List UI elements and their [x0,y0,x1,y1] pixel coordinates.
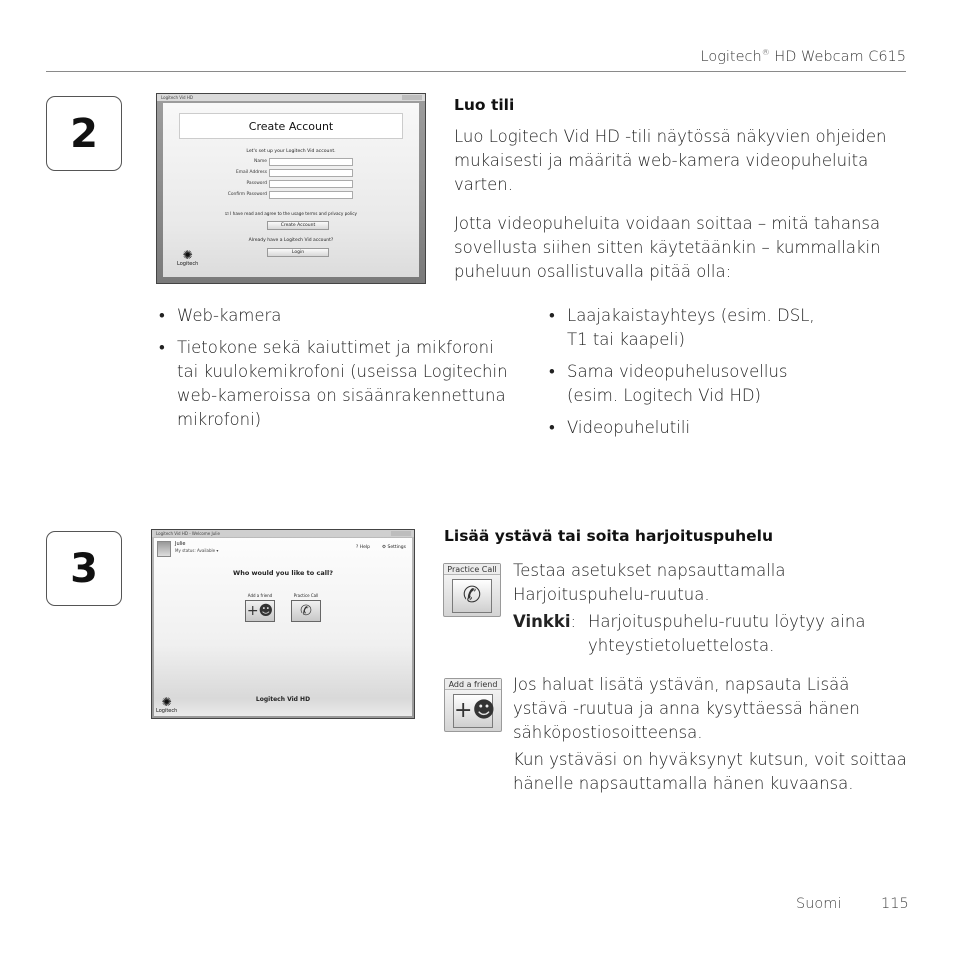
already-have-account-text: Already have a Logitech Vid account? [248,238,334,243]
list-item: • Laajakaistayhteys (esim. DSL, T1 tai kaapeli) [549,304,839,352]
settings-label: Settings [387,545,406,550]
logitech-logo [156,696,177,714]
list-item: • Web-kamera [159,304,519,328]
list-item: • Videopuhelutili [549,416,839,440]
user-name: Julie [175,541,186,547]
confirm-password-field [269,191,353,199]
add-friend-caption: Add a friend [247,593,273,598]
phone-icon: ✆ [291,600,321,622]
user-status: My status: Available ▾ [175,548,219,553]
password-field-row [203,180,353,188]
help-icon: ? [355,545,359,550]
logitech-logo-text: Logitech [156,708,178,714]
step-number-3: 3 [46,531,122,606]
step-number-2: 2 [46,96,122,171]
agree-terms-checkbox: ☑ I have read and agree to the usage terms and privacy policy [225,211,357,216]
app-footer-title: Logitech Vid HD [255,696,311,703]
practice-call-caption: Practice Call [293,593,319,598]
confirm-password-label: Confirm Password [227,192,267,197]
add-friend-tile-caption: Add a friend [445,679,501,690]
screenshot-window-title: Logitech Vid HD [161,95,193,100]
name-field-row [203,158,353,166]
settings-link [382,545,406,550]
email-field-row [203,169,353,177]
page-number: 115 [881,896,909,912]
header-divider [46,71,906,72]
create-account-button: Create Account [267,221,329,230]
step3-title: Lisää ystävä tai soita harjoituspuhelu [444,527,774,545]
product-name: HD Webcam C615 [769,48,906,65]
welcome-screenshot [151,529,415,719]
create-account-panel [163,103,419,277]
practice-call-tile-mini [287,593,325,622]
phone-icon: ✆ [452,579,492,613]
practice-call-tile-caption: Practice Call [444,564,500,575]
create-account-screenshot [156,93,426,284]
step2-title: Luo tili [454,96,515,114]
logitech-logo-text: Logitech [177,261,199,267]
add-friend-text: Jos haluat lisätä ystävän, napsauta Lisää ystävä -ruutua ja anna kysyttäessä hänen sähköpostiosoitteensa. [513,675,860,742]
email-label: Email Address [235,170,267,175]
window-controls-icon [402,95,422,100]
requirements-list-right [549,304,839,448]
tip-label: Vinkki: [513,612,577,631]
logitech-logo-icon: ✺ [182,248,193,262]
screenshot-window-title: Logitech Vid HD - Welcome Julie [156,531,220,536]
name-field [269,158,353,166]
step2-paragraph-1: Luo Logitech Vid HD -tili näytössä näkyvien ohjeiden mukaisesti ja määritä web-kamera videopuheluita varten. [454,127,887,194]
add-friend-tile [444,678,502,732]
practice-call-tile [443,563,501,617]
accept-invitation-text: Kun ystäväsi on hyväksynyt kutsun, voit soittaa hänelle napsauttamalla hänen kuvaansa. [513,750,907,793]
logitech-logo [177,249,198,267]
login-button: Login [267,248,329,257]
help-label: Help [359,545,370,550]
create-account-subheading: Let's set up your Logitech Vid account. [246,149,336,154]
step2-paragraph-2: Jotta videopuheluita voidaan soittaa – mitä tahansa sovellusta siihen sitten käytetäänkin – kummallakin puheluun osallistuvalla pitää olla: [454,214,881,281]
running-header [701,48,907,65]
name-label: Name [254,159,267,164]
confirm-password-field-row [203,191,353,199]
tip-text: Harjoituspuhelu-ruutu löytyy aina yhteystietoluettelosta. [588,612,866,655]
brand-name: Logitech [700,48,762,65]
agree-terms-label: I have read and agree to the usage terms and privacy policy [230,211,357,216]
practice-call-text: Testaa asetukset napsauttamalla Harjoituspuhelu-ruutua. [513,561,786,604]
help-link [356,545,370,550]
footer-language: Suomi [796,896,842,912]
add-friend-icon: +☻ [245,600,275,622]
gear-icon: ⚙ [382,545,387,550]
screenshot-titlebar [152,530,414,537]
create-account-heading: Create Account [179,113,403,139]
welcome-panel [154,538,412,716]
list-item: • Tietokone sekä kaiuttimet ja mikforoni tai kuulokemikrofoni (useissa Logitechin web-kameroissa on sisäänrakennettuna mikrofoni) [159,336,519,432]
tip-label-text: Vinkki [513,612,571,631]
avatar [157,541,171,557]
password-field [269,180,353,188]
call-prompt: Who would you like to call? [233,569,333,577]
list-item: • Sama videopuhelusovellus (esim. Logitech Vid HD) [549,360,839,408]
password-label: Password [246,181,267,186]
requirements-list-left [159,304,519,440]
window-controls-icon [391,531,411,536]
registered-mark: ® [761,48,770,57]
logitech-logo-icon: ✺ [161,695,172,709]
email-field [269,169,353,177]
screenshot-titlebar [157,94,425,101]
add-friend-tile-mini [241,593,279,622]
add-friend-icon: +☻ [453,694,493,728]
